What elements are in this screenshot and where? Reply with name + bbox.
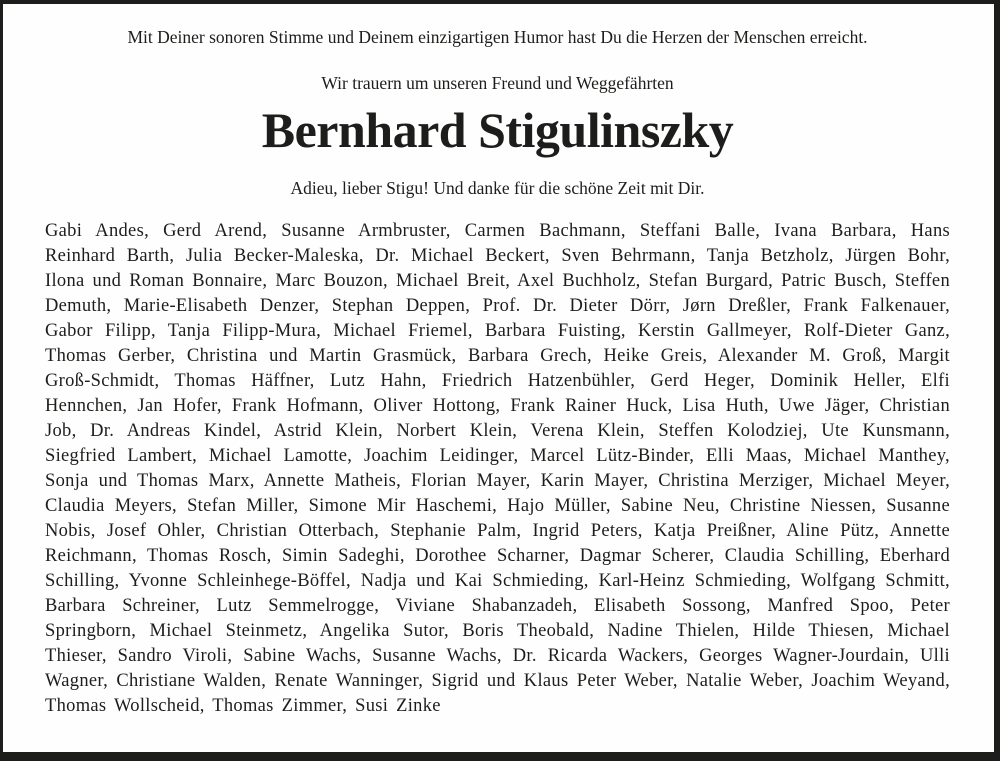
mourning-intro-line: Wir trauern um unseren Freund und Weggefährten xyxy=(321,73,674,93)
deceased-name: Bernhard Stigulinszky xyxy=(261,102,734,158)
obituary-page xyxy=(3,4,994,752)
farewell-line: Adieu, lieber Stigu! Und danke für die schöne Zeit mit Dir. xyxy=(290,178,705,198)
epigraph-line: Mit Deiner sonoren Stimme und Deinem einzigartigen Humor hast Du die Herzen der Menschen erreicht. xyxy=(127,27,868,47)
mourners-name-list: Gabi Andes, Gerd Arend, Susanne Armbruster, Carmen Bachmann, Steffani Balle, Ivana Barbara, Hans Reinhard Barth, Julia Becker-Maleska, Dr. Michael Beckert, Sven Behrmann, Tanja Betzholz, Jürgen Bohr, Ilona und Roman Bonnaire, Marc Bouzon, Michael Breit, Axel Buchholz, Stefan Burgard, Patric Busch, Steffen Demuth, Marie-Elisabeth Denzer, Stephan Deppen, Prof. Dr. Dieter Dörr, Jørn Dreßler, Frank Falkenauer, Gabor Filipp, Tanja Filipp-Mura, Michael Friemel, Barbara Fuisting, Kerstin Gallmeyer, Rolf-Dieter Ganz, Thomas Gerber, Christina und Martin Grasmück, Barbara Grech, Heike Greis, Alexander M. Groß, Margit Groß-Schmidt, Thomas Häffner, Lutz Hahn, Friedrich Hatzenbühler, Gerd Heger, Dominik Heller, Elfi Hennchen, Jan Hofer, Frank Hofmann, Oliver Hottong, Frank Rainer Huck, Lisa Huth, Uwe Jäger, Christian Job, Dr. Andreas Kindel, Astrid Klein, Norbert Klein, Verena Klein, Steffen Kolodziej, Ute Kunsmann, Siegfried Lambert, Michael Lamotte, Joachim Leidinger, Marcel Lütz-Binder, Elli Maas, Michael Manthey, Sonja und Thomas Marx, Annette Matheis, Florian Mayer, Karin Mayer, Christina Merziger, Michael Meyer, Claudia Meyers, Stefan Miller, Simone Mir Haschemi, Hajo Müller, Sabine Neu, Christine Niessen, Susanne Nobis, Josef Ohler, Christian Otterbach, Stephanie Palm, Ingrid Peters, Katja Preißner, Aline Pütz, Annette Reichmann, Thomas Rosch, Simin Sadeghi, Dorothee Scharner, Dagmar Scherer, Claudia Schilling, Eberhard Schilling, Yvonne Schleinhege-Böffel, Nadja und Kai Schmieding, Karl-Heinz Schmieding, Wolfgang Schmitt, Barbara Schreiner, Lutz Semmelrogge, Viviane Shabanzadeh, Elisabeth Sossong, Manfred Spoo, Peter Springborn, Michael Steinmetz, Angelika Sutor, Boris Theobald, Nadine Thielen, Hilde Thiesen, Michael Thieser, Sandro Viroli, Sabine Wachs, Susanne Wachs, Dr. Ricarda Wackers, Georges Wagner-Jourdain, Ulli Wagner, Christiane Walden, Renate Wanninger, Sigrid und Klaus Peter Weber, Natalie Weber, Joachim Weyand, Thomas Wollscheid, Thomas Zimmer, Susi Zinke xyxy=(45,221,950,716)
